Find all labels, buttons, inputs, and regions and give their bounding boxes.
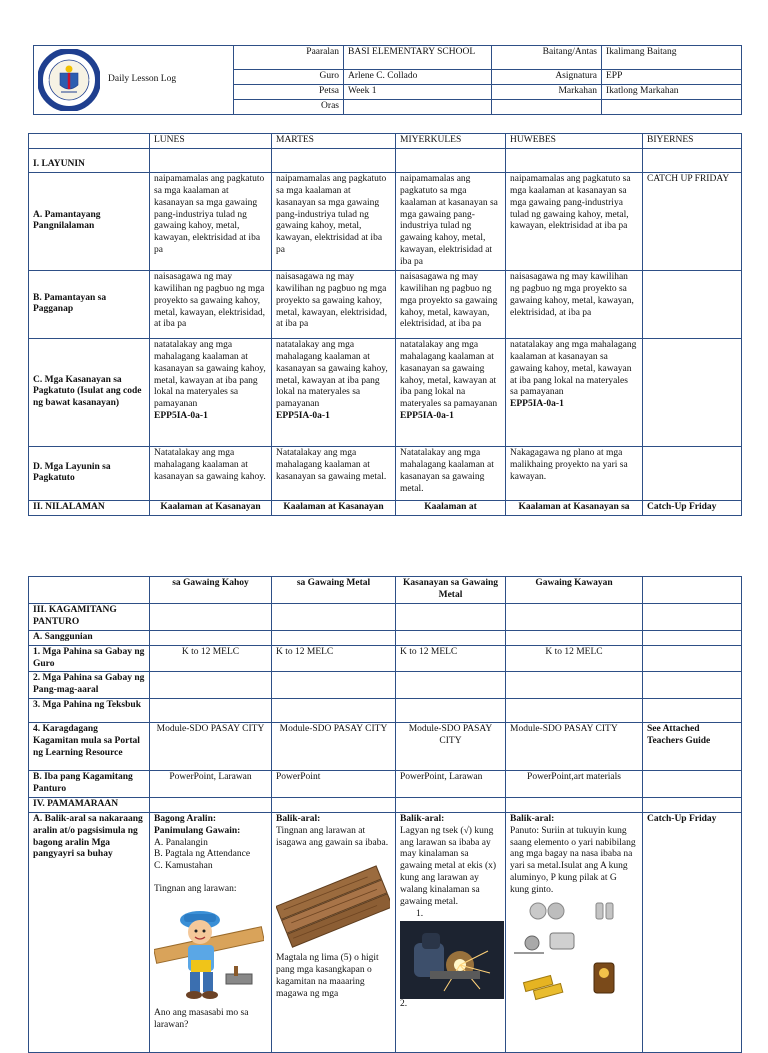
empty-cell (506, 797, 643, 812)
row-label-teksbuk: 3. Mga Pahina ng Teksbuk (29, 699, 150, 723)
cell-heading: Balik-aral: (510, 813, 555, 824)
lesson-table-page2 (28, 576, 742, 1053)
empty-cell (506, 699, 643, 723)
empty-cell (643, 630, 742, 645)
cell-with-code (396, 338, 506, 446)
time-label: Oras (234, 99, 344, 114)
row-label-layunin-pagkatuto: D. Mga Layunin sa Pagkatuto (29, 446, 150, 500)
grade-label: Baitang/Antas (492, 46, 602, 70)
empty-cell (29, 577, 150, 604)
corner-cell (29, 134, 150, 149)
cell-text: PowerPoint, Larawan (150, 771, 272, 798)
empty-cell (150, 797, 272, 812)
empty-cell (396, 604, 506, 631)
empty-cell (150, 148, 272, 172)
cell-text: naipamamalas ang pagkatuto sa mga kaalaman at kasanayan sa mga gawaing pang-industriya tulad ng gawaing kahoy, metal, kawayan, elektrisidad at iba pa (396, 172, 506, 270)
cell-text: Nakagagawa ng plano at mga malikhaing proyekto na yari sa kawayan. (506, 446, 643, 500)
day-header-huwebes: HUWEBES (506, 134, 643, 149)
cell-text: Lagyan ng tsek (√) kung ang larawan sa ibaba ay may kinalaman sa gawaing metal at ekis (x) kung ang larawan ay walang kinalaman sa gawaing metal. (400, 825, 497, 907)
lesson-table-page1 (28, 133, 742, 516)
subject-label: Asignatura (492, 70, 602, 85)
day-header-lunes: LUNES (150, 134, 272, 149)
cell-text: naipamamalas ang pagkatuto sa mga kaalaman at kasanayan sa mga gawaing pang-industriya tulad ng gawaing kahoy, metal, kawayan, elektrisidad at iba pa (506, 172, 643, 270)
empty-cell (272, 797, 396, 812)
cell-text: Natatalakay ang mga mahalagang kaalaman at kasanayan sa gawaing metal. (396, 446, 506, 500)
cell-text: Natatalakay ang mga mahalagang kaalaman at kasanayan sa gawaing metal. (272, 446, 396, 500)
cell-text: See Attached Teachers Guide (643, 723, 742, 771)
cell-with-code (150, 338, 272, 446)
cell-text: natatalakay ang mga mahalagang kaalaman at kasanayan sa gawaing kahoy, metal, kawayan at iba pang lokal na materyales sa pamayanan (276, 339, 388, 410)
section-sanggunian: A. Sanggunian (29, 630, 150, 645)
cell-text: sa Gawaing Kahoy (150, 577, 272, 604)
empty-cell (396, 699, 506, 723)
cell-text: Catch-Up Friday (643, 812, 742, 1052)
row-label-pamantayang-pangnilalaman: A. Pamantayang Pangnilalaman (29, 172, 150, 270)
cell-text: Ano ang masasabi mo sa larawan? (154, 1008, 249, 1030)
empty-cell (272, 699, 396, 723)
day-header-biyernes: BIYERNES (643, 134, 742, 149)
cell-text (643, 270, 742, 338)
cell-text: PowerPoint, Larawan (396, 771, 506, 798)
empty-cell (396, 672, 506, 699)
cell-text: natatalakay ang mga mahalagang kaalaman at kasanayan sa gawaing kahoy, metal, kawayan at iba pang lokal na materyales sa pamayanan (154, 339, 266, 410)
cell-text: sa Gawaing Metal (272, 577, 396, 604)
school-value: BASI ELEMENTARY SCHOOL (344, 46, 492, 70)
row-label-karagdagang-kagamitan: 4. Karagdagang Kagamitan mula sa Portal ng Learning Resource (29, 723, 150, 771)
list-item: C. Kamustahan (154, 861, 213, 872)
cell-text: PowerPoint (272, 771, 396, 798)
cell-text: Tingnan ang larawan at isagawa ang gawain sa ibaba. (276, 825, 389, 848)
empty-cell (272, 604, 396, 631)
cell-text: Module-SDO PASAY CITY (396, 723, 506, 771)
empty-cell (272, 148, 396, 172)
cell-text (643, 446, 742, 500)
row-label-iba-pang-kagamitan: B. Iba pang Kagamitang Panturo (29, 771, 150, 798)
day-header-miyerkules: MIYERKULES (396, 134, 506, 149)
empty-cell (643, 672, 742, 699)
cell-text: naisasagawa ng may kawilihan ng pagbuo ng mga proyekto sa gawaing kahoy, metal, kawayan, elektrisidad, at iba pa (506, 270, 643, 338)
empty-cell (506, 630, 643, 645)
teacher-value: Arlene C. Collado (344, 70, 492, 85)
cell-text: K to 12 MELC (396, 645, 506, 672)
grade-value: Ikalimang Baitang (602, 46, 742, 70)
cell-text: Kaalaman at (396, 500, 506, 515)
cell-text: natatalakay ang mga mahalagang kaalaman at kasanayan sa gawaing kahoy, metal, kawayan at iba pang lokal na materyales sa pamayanan (510, 339, 637, 398)
date-value: Week 1 (344, 84, 492, 99)
cell-heading: Bagong Aralin: (154, 813, 217, 824)
cell-with-code (506, 338, 643, 446)
cell-subheading: Panimulang Gawain: (154, 825, 241, 836)
wood-planks-image (276, 863, 390, 949)
competency-code: EPP5IA-0a-1 (400, 411, 454, 422)
section-pamamaraan: IV. PAMAMARAAN (29, 797, 150, 812)
empty-cell (396, 148, 506, 172)
cell-text: naisasagawa ng may kawilihan ng pagbuo ng mga proyekto sa gawaing kahoy, metal, kawayan, elektrisidad, at iba pa (272, 270, 396, 338)
date-label: Petsa (234, 84, 344, 99)
competency-code: EPP5IA-0a-1 (154, 411, 208, 422)
row-label-kasanayan-pagkatuto: C. Mga Kasanayan sa Pagkatuto (Isulat ang code ng bawat kasanayan) (29, 338, 150, 446)
carpenter-boy-image (154, 900, 264, 1002)
day-header-martes: MARTES (272, 134, 396, 149)
time-value (344, 99, 492, 114)
cell-text (643, 577, 742, 604)
row-label-balik-aral: A. Balik-aral sa nakaraang aralin at/o pagsisimula ng bagong aralin Mga pangyayri sa buhay (29, 812, 150, 1052)
header-table (33, 45, 742, 115)
section-kagamitang-panturo: III. KAGAMITANG PANTURO (29, 604, 150, 631)
balik-aral-miyerkules (396, 812, 506, 1052)
cell-heading: Balik-aral: (400, 813, 445, 824)
cell-text: Module-SDO PASAY CITY (150, 723, 272, 771)
empty-cell (506, 148, 643, 172)
list-item: 2. (400, 998, 408, 1009)
cell-with-code (272, 338, 396, 446)
cell-text: Natatalakay ang mga mahalagang kaalaman at kasanayan sa gawaing kahoy. (150, 446, 272, 500)
cell-text: natatalakay ang mga mahalagang kaalaman at kasanayan sa gawaing kahoy, metal, kawayan at iba pang lokal na materyales sa pamayanan (400, 339, 498, 410)
cell-heading: Balik-aral: (276, 813, 321, 824)
cell-text: Catch-Up Friday (643, 500, 742, 515)
subject-value: EPP (602, 70, 742, 85)
competency-code: EPP5IA-0a-1 (276, 411, 330, 422)
empty-cell (506, 672, 643, 699)
cell-text: K to 12 MELC (506, 645, 643, 672)
empty-cell (150, 604, 272, 631)
list-item: 1. (416, 908, 424, 919)
cell-text: naisasagawa ng may kawilihan ng pagbuo ng mga proyekto sa gawaing kahoy, metal, kawayan, elektrisidad, at iba pa (396, 270, 506, 338)
row-label-pamantayan-pagganap: B. Pamantayan sa Pagganap (29, 270, 150, 338)
row-label-gabay-mag-aaral: 2. Mga Pahina sa Gabay ng Pang-mag-aaral (29, 672, 150, 699)
cell-text: Module-SDO PASAY CITY (272, 723, 396, 771)
empty-cell (272, 630, 396, 645)
empty-cell (272, 672, 396, 699)
cell-text (643, 645, 742, 672)
empty-cell (396, 797, 506, 812)
cell-text: naisasagawa ng may kawilihan ng pagbuo ng mga proyekto sa gawaing kahoy, metal, kawayan, elektrisidad, at iba pa (150, 270, 272, 338)
quarter-value: Ikatlong Markahan (602, 84, 742, 99)
balik-aral-huwebes (506, 812, 643, 1052)
list-item: B. Pagtala ng Attendance (154, 849, 251, 860)
empty-cell (643, 699, 742, 723)
cell-text: PowerPoint,art materials (506, 771, 643, 798)
section-nilalaman: II. NILALAMAN (29, 500, 150, 515)
deped-seal-icon (38, 49, 100, 111)
empty-cell (643, 797, 742, 812)
cell-text: Tingnan ang larawan: (154, 884, 237, 895)
metal-objects-image (510, 901, 636, 1005)
cell-text: Kaalaman at Kasanayan sa (506, 500, 643, 515)
empty-cell (150, 699, 272, 723)
cell-text: Magtala ng lima (5) o higit pang mga kasangkapan o kagamitan na maaaring magawa ng mga (276, 953, 379, 999)
balik-aral-martes (272, 812, 396, 1052)
teacher-label: Guro (234, 70, 344, 85)
cell-text: K to 12 MELC (150, 645, 272, 672)
empty-cell (492, 99, 602, 114)
empty-cell (150, 630, 272, 645)
cell-text: K to 12 MELC (272, 645, 396, 672)
empty-cell (150, 672, 272, 699)
empty-cell (506, 604, 643, 631)
row-label-gabay-guro: 1. Mga Pahina sa Gabay ng Guro (29, 645, 150, 672)
empty-cell (602, 99, 742, 114)
cell-text: CATCH UP FRIDAY (643, 172, 742, 270)
cell-text: Kaalaman at Kasanayan (150, 500, 272, 515)
cell-text: Kasanayan sa Gawaing Metal (396, 577, 506, 604)
empty-cell (643, 604, 742, 631)
cell-text: naipamamalas ang pagkatuto sa mga kaalaman at kasanayan sa mga gawaing pang-industriya tulad ng gawaing kahoy, metal, kawayan, elektrisidad at iba pa (150, 172, 272, 270)
cell-text (643, 771, 742, 798)
welder-image (400, 921, 504, 999)
empty-cell (396, 630, 506, 645)
empty-cell (643, 148, 742, 172)
cell-text: Kaalaman at Kasanayan (272, 500, 396, 515)
list-item: A. Panalangin (154, 837, 208, 848)
competency-code: EPP5IA-0a-1 (510, 399, 564, 410)
cell-text (643, 338, 742, 446)
cell-text: Module-SDO PASAY CITY (506, 723, 643, 771)
cell-text: Panuto: Suriin at tukuyin kung saang elemento o yari nabibilang ang mga bagay na nasa ibaba na yari sa metal.Isulat ang A kung aluminyo, P kung pilak at G kung ginto. (510, 825, 636, 895)
cell-text: naipamamalas ang pagkatuto sa mga kaalaman at kasanayan sa mga gawaing pang-industriya tulad ng gawaing kahoy, metal, kawayan, elektrisidad at iba pa (272, 172, 396, 270)
section-layunin: I. LAYUNIN (29, 148, 150, 172)
cell-text: Gawaing Kawayan (506, 577, 643, 604)
school-label: Paaralan (234, 46, 344, 70)
quarter-label: Markahan (492, 84, 602, 99)
document-title: Daily Lesson Log (108, 73, 177, 84)
balik-aral-lunes (150, 812, 272, 1052)
header-logo-cell (34, 46, 234, 115)
